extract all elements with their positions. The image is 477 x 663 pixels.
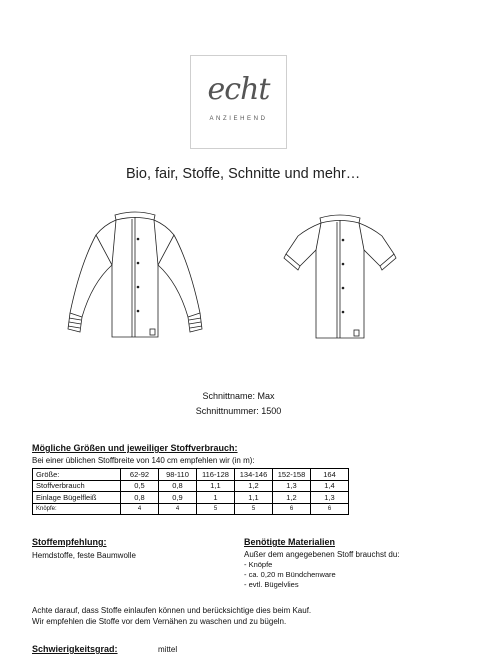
- row-label: Stoffverbrauch: [33, 480, 121, 492]
- materials-intro: Außer dem angegebenen Stoff brauchst du:: [244, 550, 400, 559]
- table-cell: 0,8: [121, 492, 159, 504]
- logo-script-text: echt: [207, 72, 270, 107]
- materials-title: Benötigte Materialien: [244, 537, 336, 547]
- fabric-recommendation-title: Stoffempfehlung:: [32, 537, 107, 547]
- table-row: [33, 480, 349, 492]
- row-label: Einlage Bügelfleiß: [33, 492, 121, 504]
- table-cell: 6: [273, 503, 311, 515]
- table-cell: 4: [159, 503, 197, 515]
- table-cell: 152-158: [273, 469, 311, 481]
- pattern-number: Schnittnummer: 1500: [195, 406, 282, 416]
- table-cell: 6: [311, 503, 349, 515]
- table-cell: 1,3: [273, 480, 311, 492]
- difficulty-title: Schwierigkeitsgrad:: [32, 644, 118, 654]
- table-cell: 0,5: [121, 480, 159, 492]
- table-cell: 1,4: [311, 480, 349, 492]
- row-label: Größe:: [33, 469, 121, 481]
- logo-subtitle: ANZIEHEND: [209, 116, 268, 122]
- list-item: - evtl. Bügelvlies: [244, 580, 299, 589]
- table-row: [33, 492, 349, 504]
- tagline: Bio, fair, Stoffe, Schnitte und mehr…: [126, 166, 361, 182]
- short-sleeve-shirt-illustration: [280, 210, 400, 350]
- table-cell: 1,2: [235, 480, 273, 492]
- table-cell: 98-110: [159, 469, 197, 481]
- pattern-name: Schnittname: Max: [202, 391, 275, 401]
- list-item: - Knöpfe: [244, 560, 273, 569]
- care-note-2: Wir empfehlen die Stoffe vor dem Vernähen zu waschen und zu bügeln.: [32, 617, 287, 626]
- materials-list: [244, 560, 336, 590]
- sizes-section-title: Mögliche Größen und jeweiliger Stoffverbrauch:: [32, 443, 238, 453]
- long-sleeve-shirt-illustration: [60, 205, 210, 345]
- table-cell: 1,3: [311, 492, 349, 504]
- table-cell: 62-92: [121, 469, 159, 481]
- size-fabric-table: [32, 468, 349, 515]
- table-cell: 116-128: [197, 469, 235, 481]
- care-note-1: Achte darauf, dass Stoffe einlaufen können und berücksichtige dies beim Kauf.: [32, 606, 312, 615]
- table-cell: 134-146: [235, 469, 273, 481]
- table-cell: 0,8: [159, 480, 197, 492]
- table-cell: 0,9: [159, 492, 197, 504]
- table-cell: 164: [311, 469, 349, 481]
- table-cell: 1,1: [197, 480, 235, 492]
- sizes-section-subtitle: Bei einer üblichen Stoffbreite von 140 cm empfehlen wir (in m):: [32, 456, 255, 465]
- difficulty-value: mittel: [158, 645, 178, 654]
- table-cell: 1,2: [273, 492, 311, 504]
- table-cell: 5: [235, 503, 273, 515]
- table-cell: 1: [197, 492, 235, 504]
- row-label: Knöpfe:: [33, 503, 121, 515]
- table-cell: 1,1: [235, 492, 273, 504]
- fabric-recommendation-text: Hemdstoffe, feste Baumwolle: [32, 551, 136, 560]
- table-row: [33, 503, 349, 515]
- table-cell: 5: [197, 503, 235, 515]
- table-cell: 4: [121, 503, 159, 515]
- brand-logo: [190, 55, 287, 149]
- table-row: [33, 469, 349, 481]
- list-item: - ca. 0,20 m Bündchenware: [244, 570, 336, 579]
